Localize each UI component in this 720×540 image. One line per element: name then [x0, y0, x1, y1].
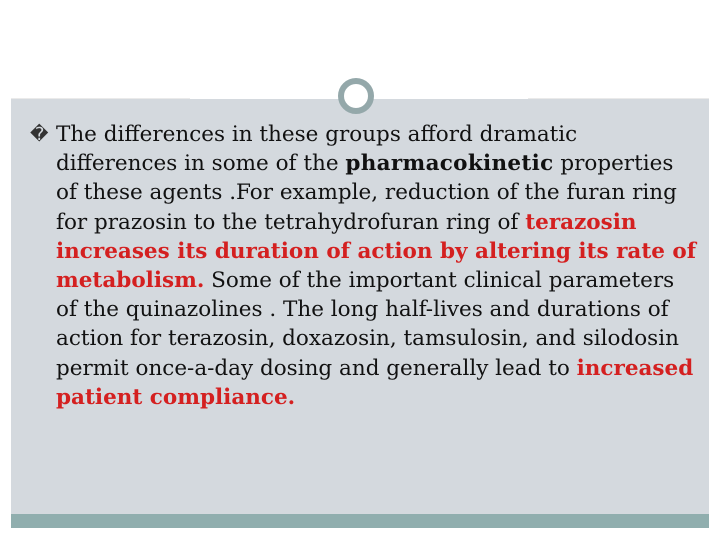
highlight-text: terazosin increases its duration of action by altering its rate of metabolism.: [56, 209, 697, 294]
body-paragraph: [56, 120, 696, 412]
body-text: [32, 120, 696, 412]
text-segment: properties of these agents .For example, reduction of the furan ring for prazosin to the tetrahydrofuran ring of: [56, 151, 677, 235]
circle-ornament-icon: [338, 78, 374, 114]
bold-term: pharmacokinetic: [345, 151, 554, 177]
text-segment: Some of the important clinical parameters of the quinazolines . The long half-lives and durations of action for terazosin, doxazosin, tamsulosin, and silodosin permit once-a-day dosing and generally lead to: [56, 268, 679, 381]
highlight-text: increased patient compliance.: [56, 355, 694, 410]
bullet-icon: �: [30, 124, 49, 145]
bottom-bar: [11, 514, 709, 528]
text-segment: The differences in these groups afford dramatic differences in some of the: [56, 122, 578, 177]
